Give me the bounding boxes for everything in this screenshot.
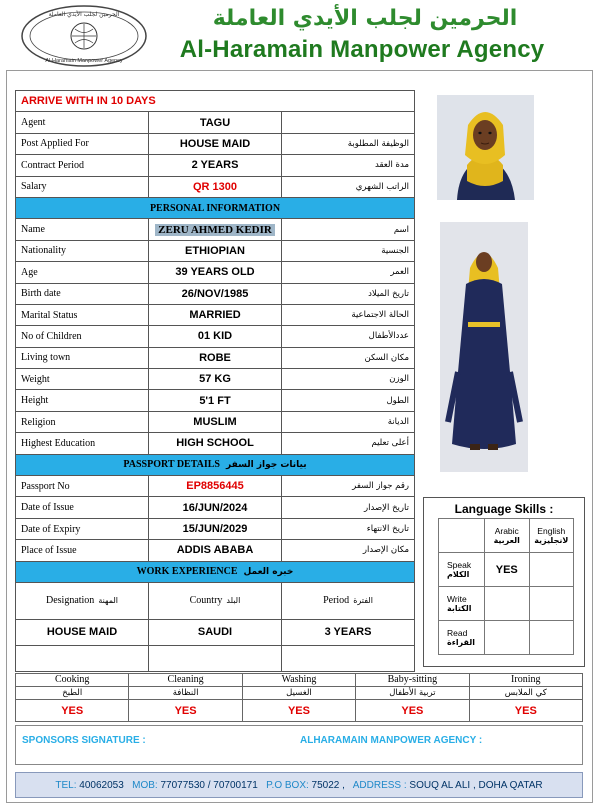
- row-birth-date: Birth date 26/NOV/1985 تاريخ الميلاد: [16, 283, 415, 304]
- agency-title-arabic: الحرمين لجلب الأيدي العاملة: [212, 6, 518, 31]
- salary-value: QR 1300: [149, 176, 282, 197]
- signature-box: [15, 725, 583, 765]
- agency-title-english: Al-Haramain Manpower Agency: [179, 36, 545, 63]
- row-nationality: Nationality ETHIOPIAN الجنسية: [16, 240, 415, 261]
- work-row-empty: [16, 645, 415, 671]
- row-agent: Agent TAGU: [16, 112, 415, 133]
- row-weight: Weight 57 KG الوزن: [16, 369, 415, 390]
- row-living-town: Living town ROBE مكان السكن: [16, 347, 415, 368]
- sponsor-signature-label: SPONSORS SIGNATURE :: [22, 735, 146, 746]
- row-date-issue: Date of Issue 16/JUN/2024 تاريخ الإصدار: [16, 497, 415, 518]
- row-marital-status: Marital Status MARRIED الحالة الاجتماعية: [16, 304, 415, 325]
- language-skills-title: Language Skills :: [454, 502, 554, 516]
- arrival-banner: ARRIVE WITH IN 10 DAYS: [16, 91, 415, 112]
- col-period: Period الفترة: [282, 582, 415, 619]
- skills-en-row: Cooking Cleaning Washing Baby-sitting Ironing: [16, 674, 583, 687]
- work-row: HOUSE MAID SAUDI 3 YEARS: [16, 619, 415, 645]
- row-date-expiry: Date of Expiry 15/JUN/2029 تاريخ الانتهاء: [16, 518, 415, 539]
- col-designation: Designation المهنة: [16, 582, 149, 619]
- passport-details-header: PASSPORT DETAILS بيانات جواز السفر: [16, 454, 415, 475]
- language-row-speak: Speak الكلام YES: [439, 553, 574, 587]
- language-skills-box: [423, 497, 585, 667]
- lang-col-english: English لانجليزية: [529, 519, 574, 553]
- work-columns-row: [16, 582, 415, 619]
- row-age: Age 39 YEARS OLD العمر: [16, 262, 415, 283]
- svg-text:الحرمين لجلب الأيدي العاملة: الحرمين لجلب الأيدي العاملة: [48, 11, 120, 18]
- row-passport-no: Passport No EP8856445 رقم جواز السفر: [16, 476, 415, 497]
- col-country: Country البلد: [149, 582, 282, 619]
- skills-ar-row: الطبخ النظافة الغسيل تربية الأطفال كي الملابس: [16, 687, 583, 700]
- candidate-name: ZERU AHMED KEDIR: [155, 224, 275, 236]
- row-education: Highest Education HIGH SCHOOL أعلى تعليم: [16, 433, 415, 454]
- agency-logo: [20, 4, 148, 68]
- row-name: Name ZERU AHMED KEDIR اسم: [16, 219, 415, 240]
- agency-signature-label: ALHARAMAIN MANPOWER AGENCY :: [300, 735, 483, 746]
- row-children: No of Children 01 KID عددالأطفال: [16, 326, 415, 347]
- row-salary: Salary QR 1300 الراتب الشهري: [16, 176, 415, 197]
- contact-footer: TEL: 40062053 MOB: 77077530 / 70700171 P.O BOX: 75022 , ADDRESS : SOUQ AL ALI , DOHA QATAR: [15, 772, 583, 798]
- cv-main-table: [15, 90, 415, 672]
- portrait-photo: [437, 95, 534, 200]
- passport-number: EP8856445: [149, 476, 282, 497]
- full-body-photo: [440, 222, 528, 472]
- row-religion: Religion MUSLIM الديانة: [16, 411, 415, 432]
- personal-info-header: PERSONAL INFORMATION: [16, 197, 415, 218]
- language-row-read: Read القراءة: [439, 621, 574, 655]
- skills-value-row: YES YES YES YES YES: [16, 700, 583, 722]
- row-place-issue: Place of Issue ADDIS ABABA مكان الإصدار: [16, 540, 415, 561]
- row-contract-period: Contract Period 2 YEARS مدة العقد: [16, 155, 415, 176]
- language-row-write: Write الكتابة: [439, 587, 574, 621]
- language-header-row: [439, 519, 574, 553]
- svg-text:Al-Haramain Manpower Agency: Al-Haramain Manpower Agency: [45, 58, 123, 64]
- row-post-applied: Post Applied For HOUSE MAID الوظيفة المطلوبة: [16, 133, 415, 154]
- work-experience-header: WORK EXPERIENCE خبره العمل: [16, 561, 415, 582]
- skills-table: [15, 673, 583, 722]
- row-height: Height 5'1 FT الطول: [16, 390, 415, 411]
- lang-col-arabic: Arabic العربية: [485, 519, 530, 553]
- language-skills-table: [438, 518, 574, 655]
